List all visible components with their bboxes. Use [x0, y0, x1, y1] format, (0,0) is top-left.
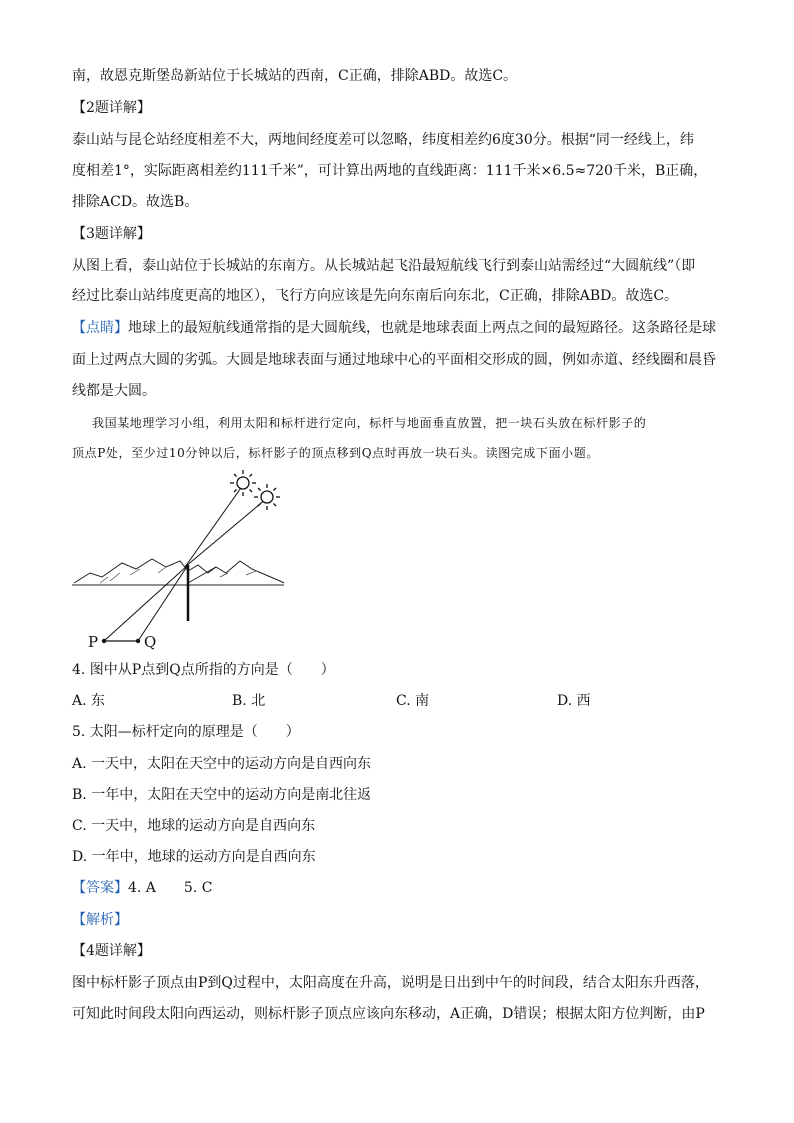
intro-text-line: 顶点P处，至少过10分钟以后，标杆影子的顶点移到Q点时再放一块石头。读图完成下面小题。: [72, 446, 599, 460]
text-line: 线都是大圆。: [72, 383, 156, 399]
q4-option-d[interactable]: D. 西: [557, 693, 591, 709]
intro-text-line: 我国某地理学习小组，利用太阳和标杆进行定向，标杆与地面垂直放置，把一块石头放在标杆影子的: [92, 416, 647, 430]
q5-option-b[interactable]: B. 一年中，太阳在天空中的运动方向是南北往返: [72, 787, 372, 803]
q4-option-b[interactable]: B. 北: [232, 693, 266, 709]
text-line: 排除ACD。故选B。: [72, 194, 199, 210]
text-line: 可知此时间段太阳向西运动，则标杆影子顶点应该向东移动，A正确，D错误；根据太阳方位判断，由P: [72, 1006, 705, 1022]
section-heading-q2: 【2题详解】: [72, 100, 151, 116]
answer-label: 【答案】: [72, 880, 128, 896]
section-heading-q3: 【3题详解】: [72, 226, 151, 242]
tip-text: 地球上的最短航线通常指的是大圆航线，也就是地球表面上两点之间的最短路径。这条路径是球: [128, 320, 716, 336]
point-p: [102, 639, 106, 643]
text-line: 面上过两点大圆的劣弧。大圆是地球表面与通过地球中心的平面相交形成的圆，例如赤道、经线圈和晨昏: [72, 352, 716, 368]
text-line: 从图上看，泰山站位于长城站的东南方。从长城站起飞沿最短航线飞行到泰山站需经过“大圆航线”（即: [72, 258, 696, 274]
sun-pole-shadow-figure: [70, 465, 300, 655]
q4-option-a[interactable]: A. 东: [72, 693, 106, 709]
tip-paragraph-line: [72, 318, 716, 338]
answer-text: 4. A 5. C: [128, 880, 213, 896]
q5-option-c[interactable]: C. 一天中，地球的运动方向是自西向东: [72, 818, 316, 834]
text-line: 图中标杆影子顶点由P到Q过程中，太阳高度在升高，说明是日出到中午的时间段，结合太阳东升西落，: [72, 975, 709, 991]
sun-icon: [230, 470, 256, 496]
text-line: 经过比泰山站纬度更高的地区），飞行方向应该是先向东南后向东北，C正确，排除ABD。故选C。: [72, 288, 679, 304]
text-line: 泰山站与昆仑站经度相差不大，两地间经度差可以忽略，纬度相差约6度30分。根据“同一经线上，纬: [72, 132, 694, 148]
section-heading-q4: 【4题详解】: [72, 943, 151, 959]
q5-option-a[interactable]: A. 一天中，太阳在天空中的运动方向是自西向东: [72, 756, 372, 772]
label-p: P: [88, 633, 99, 651]
question-4: 4. 图中从P点到Q点所指的方向是（ ）: [72, 662, 335, 678]
q4-option-c[interactable]: C. 南: [396, 693, 430, 709]
analysis-label: 【解析】: [72, 912, 128, 928]
answer-line: [72, 878, 212, 898]
q5-option-d[interactable]: D. 一年中，地球的运动方向是自西向东: [72, 849, 316, 865]
label-q: Q: [144, 633, 157, 651]
text-line: 南，故恩克斯堡岛新站位于长城站的西南，C正确，排除ABD。故选C。: [72, 68, 518, 84]
text-line: 度相差1°，实际距离相差约111千米”，可计算出两地的直线距离：111千米×6.5≈720千米，B正确，: [72, 163, 708, 179]
tip-label: 【点睛】: [72, 320, 128, 336]
point-q: [136, 639, 140, 643]
question-5: 5. 太阳—标杆定向的原理是（ ）: [72, 724, 300, 740]
